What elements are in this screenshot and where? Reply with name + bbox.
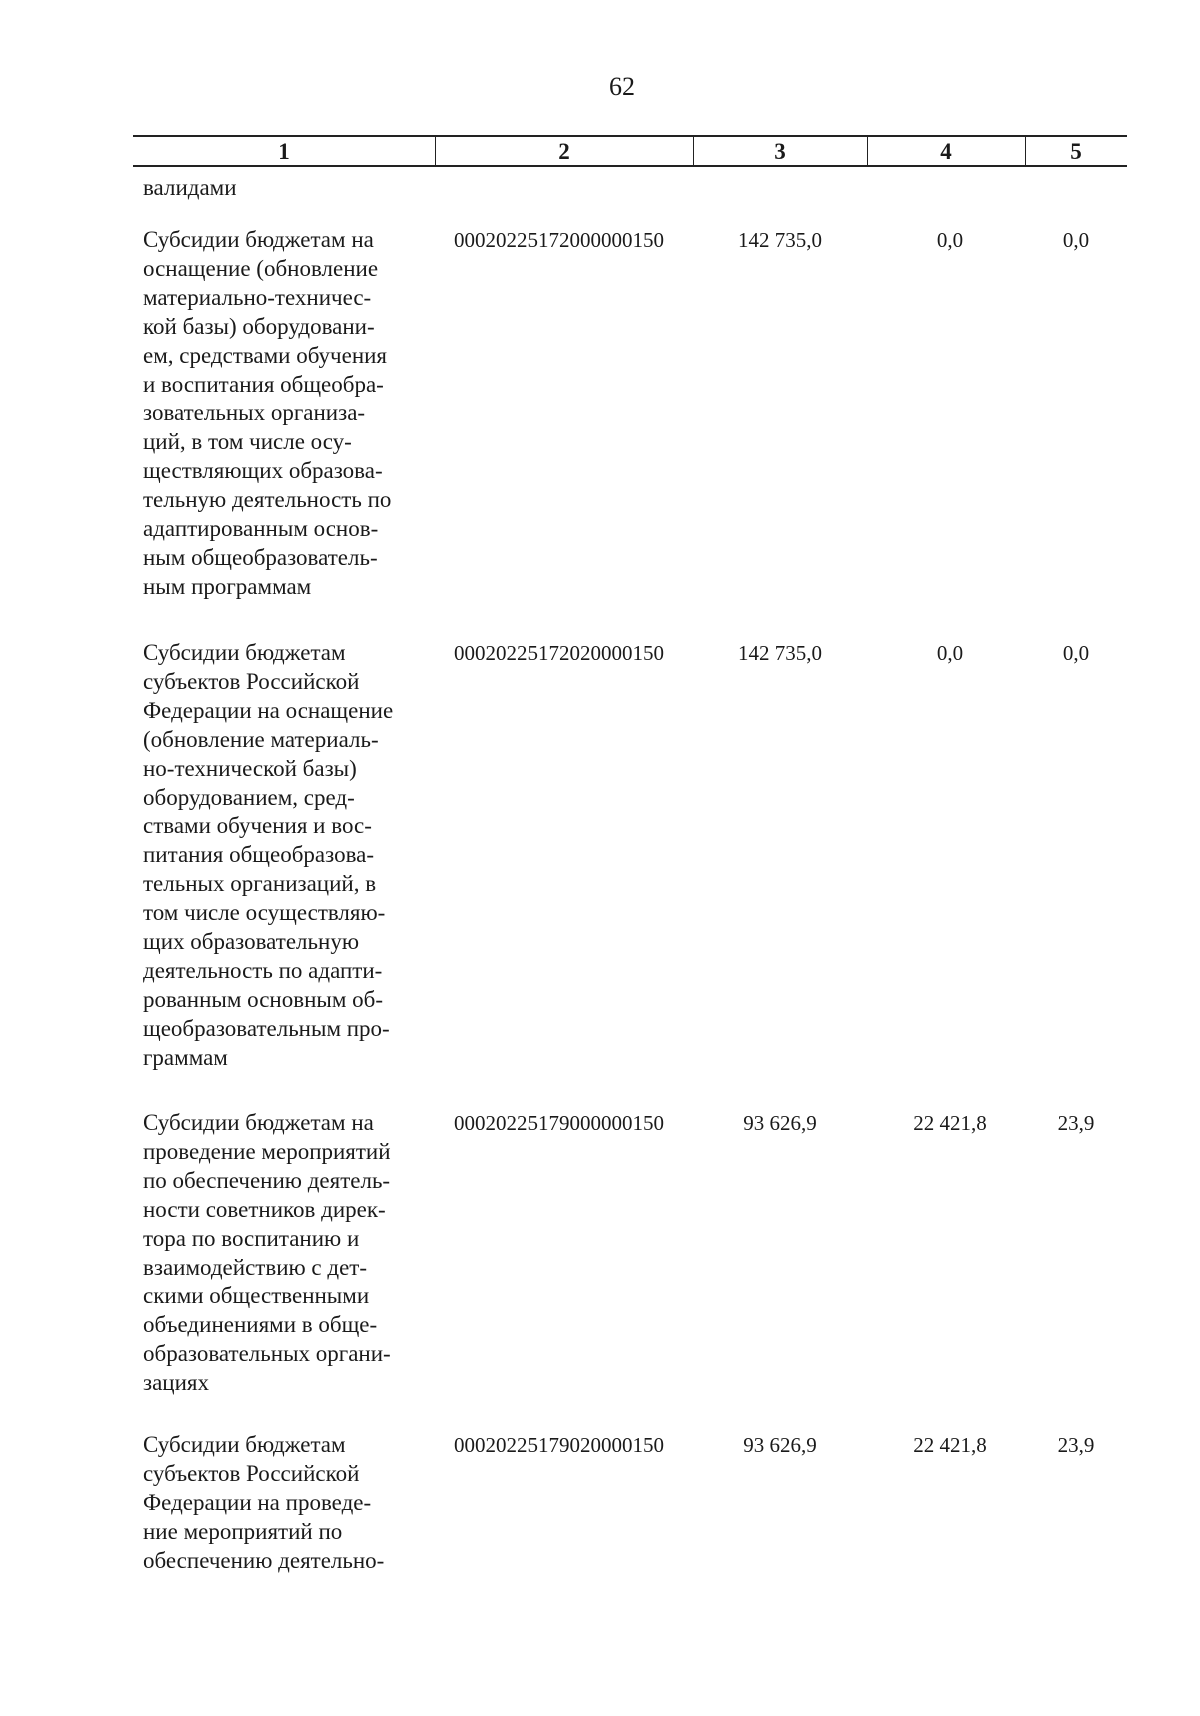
header-col-4: 4 — [940, 139, 952, 164]
row-description-line: субъектов Российской — [143, 668, 360, 694]
row-description-line: щеобразовательным про- — [143, 1015, 390, 1041]
row-description — [143, 1431, 426, 1576]
row-description-line: тора по воспитанию и — [143, 1225, 360, 1251]
row-col4-value: 22 421,8 — [913, 1433, 987, 1457]
continuation-text: валидами — [143, 175, 237, 200]
row-description-line: ным общеобразователь- — [143, 544, 378, 570]
row-description — [143, 226, 426, 602]
row-description-line: ций, в том числе осу- — [143, 429, 352, 455]
row-description-line: субъектов Российской — [143, 1460, 360, 1486]
row-description-line: обеспечению деятельно- — [143, 1547, 385, 1573]
row-description-line: ем, средствами обучения — [143, 342, 388, 368]
row-col5-value: 23,9 — [1057, 1111, 1095, 1135]
row-description-line: оборудованием, сред- — [143, 784, 355, 810]
row-description-line: (обновление материаль- — [143, 726, 379, 752]
row-col3-value: 93 626,9 — [743, 1433, 817, 1457]
row-code: 00020225172020000150 — [454, 641, 664, 665]
header-col-1: 1 — [278, 139, 290, 164]
row-description-line: ние мероприятий по — [143, 1518, 343, 1544]
row-code: 00020225179020000150 — [454, 1433, 664, 1457]
row-description-line: зовательных организа- — [143, 400, 366, 426]
header-col-5: 5 — [1070, 139, 1082, 164]
row-description-line: кой базы) оборудовани- — [143, 313, 375, 339]
row-description-line: деятельность по адапти- — [143, 957, 383, 983]
row-description-line: проведение мероприятий — [143, 1138, 391, 1164]
row-description-line: том числе осуществляю- — [143, 900, 386, 926]
row-col3-value: 93 626,9 — [743, 1111, 817, 1135]
row-description — [143, 1109, 426, 1398]
row-description-line: Субсидии бюджетам на — [143, 1110, 374, 1135]
row-description-line: Субсидии бюджетам на — [143, 227, 374, 252]
row-col4-value: 0,0 — [936, 641, 964, 665]
row-col5-value: 23,9 — [1057, 1433, 1095, 1457]
row-description-line: по обеспечению деятель- — [143, 1167, 391, 1193]
row-col4-value: 0,0 — [936, 228, 964, 252]
row-description-line: тельных организаций, в — [143, 871, 377, 897]
row-col5-value: 0,0 — [1062, 228, 1090, 252]
row-description-line: питания общеобразова- — [143, 842, 375, 868]
row-code: 00020225172000000150 — [454, 228, 664, 252]
row-col3-value: 142 735,0 — [738, 641, 822, 665]
row-description-line: ным программам — [143, 573, 312, 599]
row-description-line: рованным основным об- — [143, 986, 384, 1012]
row-description-line: оснащение (обновление — [143, 255, 379, 281]
row-col5-value: 0,0 — [1062, 641, 1090, 665]
row-description-line: ществляющих образова- — [143, 458, 383, 484]
row-description-line: Федерации на проведе- — [143, 1489, 372, 1515]
row-description-line: объединениями в обще- — [143, 1312, 378, 1338]
row-description-line: Федерации на оснащение — [143, 697, 394, 723]
row-description-line: ствами обучения и вос- — [143, 813, 372, 839]
row-description-line: материально-техничес- — [143, 284, 372, 310]
row-description-line: адаптированным основ- — [143, 516, 379, 542]
row-description-line: ности советников дирек- — [143, 1196, 386, 1222]
header-col-2: 2 — [558, 139, 570, 164]
row-description-line: тельную деятельность по — [143, 487, 392, 513]
row-col3-value: 142 735,0 — [738, 228, 822, 252]
row-description-line: зациях — [143, 1370, 209, 1396]
row-code: 00020225179000000150 — [454, 1111, 664, 1135]
row-description-line: скими общественными — [143, 1283, 370, 1309]
row-description-line: образовательных органи- — [143, 1341, 391, 1367]
table-header — [133, 135, 1127, 167]
header-col-3: 3 — [774, 139, 786, 164]
row-description — [143, 639, 426, 1073]
row-description-line: щих образовательную — [143, 929, 360, 955]
page-number: 62 — [609, 72, 635, 101]
row-description-line: взаимодействию с дет- — [143, 1254, 368, 1280]
row-col4-value: 22 421,8 — [913, 1111, 987, 1135]
row-description-line: Субсидии бюджетам — [143, 1432, 346, 1457]
row-description-line: но-технической базы) — [143, 755, 357, 781]
row-description-line: Субсидии бюджетам — [143, 640, 346, 665]
row-description-line: и воспитания общеобра- — [143, 371, 384, 397]
row-description-line: граммам — [143, 1044, 228, 1070]
